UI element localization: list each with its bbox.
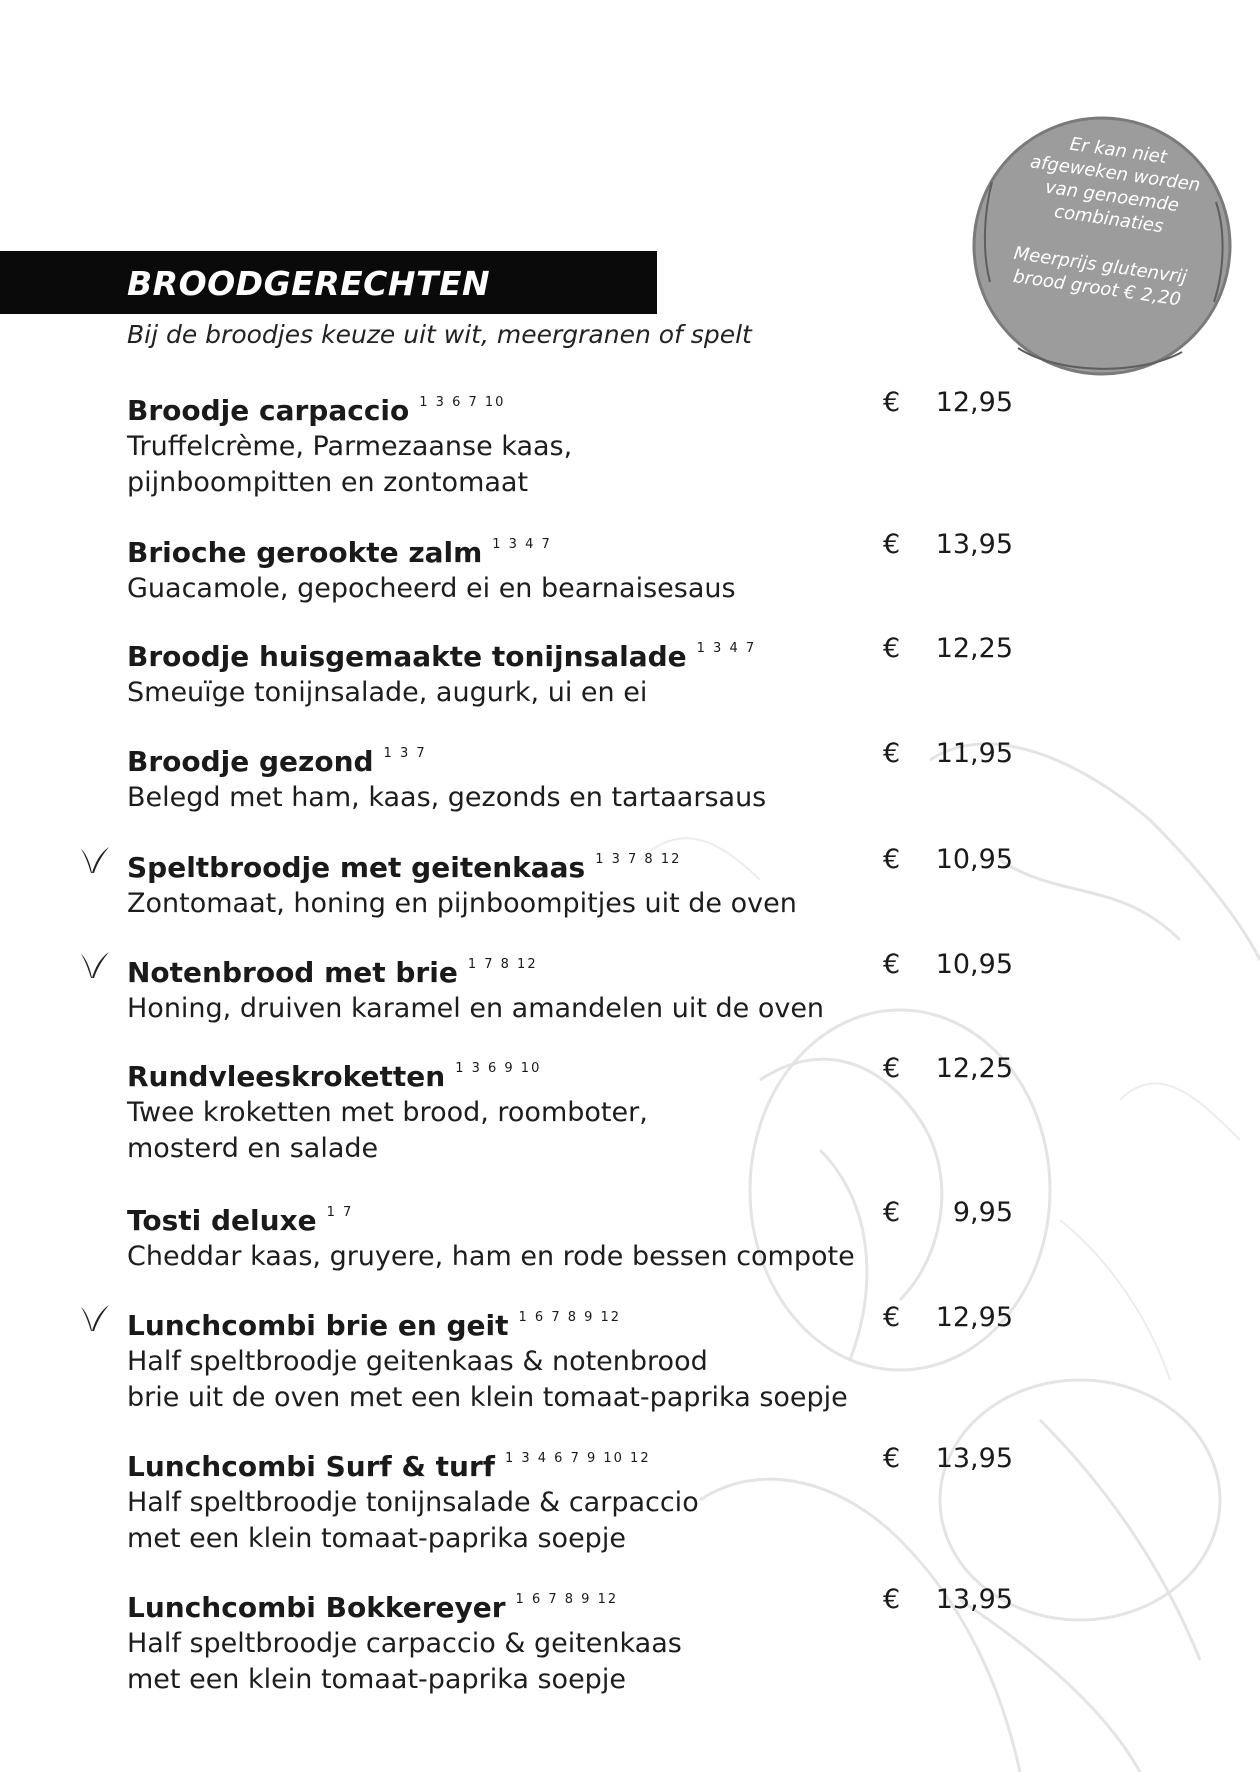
- menu-item-name: Rundvleeskroketten: [127, 1060, 446, 1093]
- currency-symbol: €: [883, 1443, 901, 1474]
- menu-item-allergens: 1 3 4 7: [492, 537, 552, 552]
- menu-item-allergens: 1 3 7 8 12: [595, 852, 682, 867]
- currency-symbol: €: [883, 1302, 901, 1333]
- menu-item-price: [883, 631, 1013, 667]
- badge-glutenfree-surcharge: Meerprijs glutenvrij brood groot € 2,20: [1011, 242, 1189, 311]
- menu-item-allergens: 1 7: [326, 1205, 354, 1220]
- price-amount: 9,95: [952, 1197, 1013, 1228]
- menu-item-description: Half speltbroodje tonijnsalade & carpaccio met een klein tomaat-paprika soepje: [127, 1487, 699, 1554]
- menu-item-name: Broodje gezond: [127, 745, 374, 778]
- menu-item-price: [883, 1051, 1013, 1087]
- price-amount: 11,95: [935, 738, 1013, 769]
- badge-text: [951, 95, 1254, 398]
- menu-item-name: Lunchcombi Surf & turf: [127, 1450, 495, 1483]
- menu-item-price: [883, 947, 1013, 983]
- menu-item-description: Twee kroketten met brood, roomboter, mosterd en salade: [127, 1097, 648, 1164]
- price-amount: 12,25: [935, 633, 1013, 664]
- currency-symbol: €: [883, 1584, 901, 1615]
- price-amount: 13,95: [935, 529, 1013, 560]
- currency-symbol: €: [883, 949, 901, 980]
- currency-symbol: €: [883, 529, 901, 560]
- menu-item-description: Half speltbroodje geitenkaas & notenbrood brie uit de oven met een klein tomaat-paprika soepje: [127, 1346, 848, 1413]
- vegetarian-icon: [78, 1301, 112, 1335]
- badge-combination-note: Er kan niet afgeweken worden van genoemde combinaties: [1028, 133, 1202, 238]
- menu-item-allergens: 1 6 7 8 9 12: [515, 1592, 619, 1607]
- menu-item-allergens: 1 3 4 6 7 9 10 12: [504, 1451, 651, 1466]
- menu-item-allergens: 1 6 7 8 9 12: [518, 1310, 622, 1325]
- menu-item-name: Lunchcombi Bokkereyer: [127, 1591, 506, 1624]
- menu-item-description: Smeuïge tonijnsalade, augurk, ui en ei: [127, 677, 648, 708]
- menu-item-price: [883, 842, 1013, 878]
- currency-symbol: €: [883, 387, 901, 418]
- currency-symbol: €: [883, 844, 901, 875]
- menu-item-price: [883, 736, 1013, 772]
- price-amount: 13,95: [935, 1584, 1013, 1615]
- menu-item-price: [883, 527, 1013, 563]
- section-subtitle: Bij de broodjes keuze uit wit, meergranen of spelt: [127, 320, 752, 349]
- menu-item-price: [883, 1300, 1013, 1336]
- currency-symbol: €: [883, 1197, 901, 1228]
- price-amount: 12,95: [935, 1302, 1013, 1333]
- menu-item-description: Cheddar kaas, gruyere, ham en rode bessen compote: [127, 1241, 855, 1272]
- menu-item-name: Notenbrood met brie: [127, 956, 458, 989]
- menu-item-description: Half speltbroodje carpaccio & geitenkaas met een klein tomaat-paprika soepje: [127, 1628, 682, 1695]
- menu-item-price: [883, 385, 1013, 421]
- menu-item-name: Broodje huisgemaakte tonijnsalade: [127, 640, 687, 673]
- menu-item-name: Speltbroodje met geitenkaas: [127, 851, 586, 884]
- vegetarian-icon: [78, 843, 112, 877]
- menu-item-allergens: 1 3 6 7 10: [419, 395, 506, 410]
- menu-item-price: [883, 1582, 1013, 1618]
- price-amount: 10,95: [935, 844, 1013, 875]
- vegetarian-icon: [78, 948, 112, 982]
- combination-note-badge: [968, 112, 1236, 380]
- currency-symbol: €: [883, 633, 901, 664]
- menu-item-allergens: 1 3 6 9 10: [455, 1061, 542, 1076]
- menu-item-name: Brioche gerookte zalm: [127, 536, 483, 569]
- price-amount: 12,25: [935, 1053, 1013, 1084]
- menu-item-name: Tosti deluxe: [127, 1204, 317, 1237]
- menu-item-description: Guacamole, gepocheerd ei en bearnaisesaus: [127, 573, 736, 604]
- menu-item-allergens: 1 3 4 7: [696, 641, 757, 656]
- currency-symbol: €: [883, 1053, 901, 1084]
- menu-item-description: Zontomaat, honing en pijnboompitjes uit de oven: [127, 888, 797, 919]
- menu-item-price: [883, 1195, 1013, 1231]
- section-title: BROODGERECHTEN: [127, 264, 491, 303]
- menu-item-name: Broodje carpaccio: [127, 394, 410, 427]
- price-amount: 10,95: [935, 949, 1013, 980]
- menu-item-price: [883, 1441, 1013, 1477]
- menu-item-allergens: 1 3 7: [383, 746, 427, 761]
- menu-item-name: Lunchcombi brie en geit: [127, 1309, 509, 1342]
- currency-symbol: €: [883, 738, 901, 769]
- menu-item-description: Truffelcrème, Parmezaanse kaas, pijnboompitten en zontomaat: [127, 431, 573, 498]
- menu-item-description: Honing, druiven karamel en amandelen uit de oven: [127, 993, 825, 1024]
- price-amount: 12,95: [935, 387, 1013, 418]
- menu-item-description: Belegd met ham, kaas, gezonds en tartaarsaus: [127, 782, 767, 813]
- menu-item-allergens: 1 7 8 12: [467, 957, 538, 972]
- price-amount: 13,95: [935, 1443, 1013, 1474]
